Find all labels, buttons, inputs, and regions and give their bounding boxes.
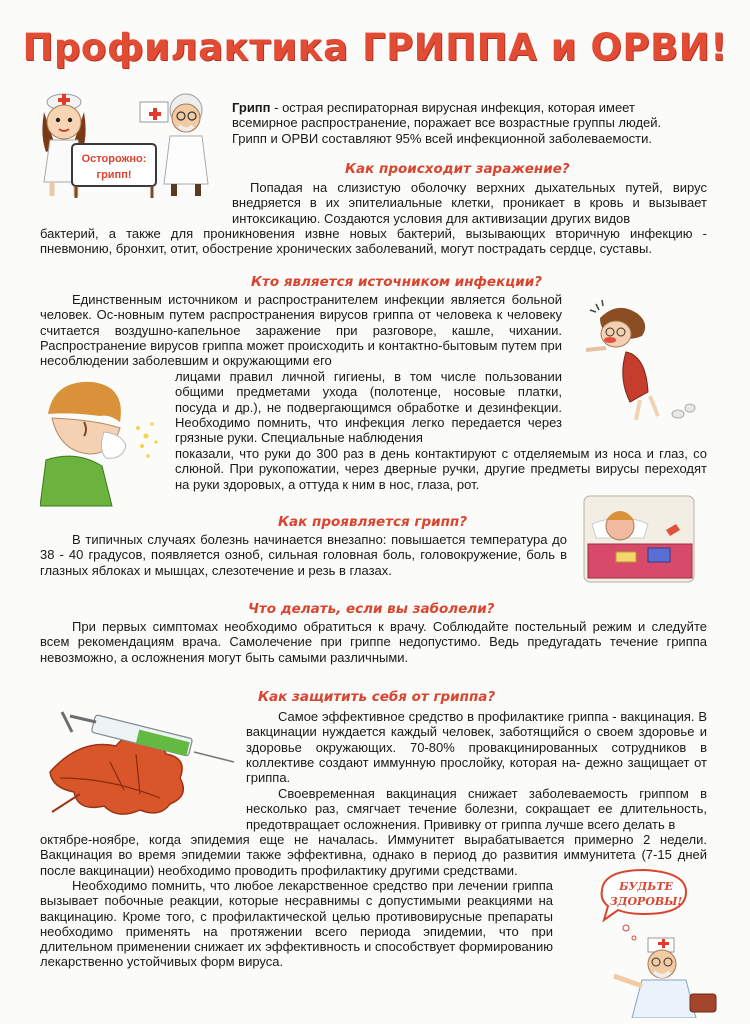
heading-source: Кто является источником инфекции? [251,274,542,290]
heading-infection: Как происходит заражение? [345,161,570,177]
syringe-leaf-illustration [40,710,240,822]
source-para-a: Единственным источником и распространителем инфекции является больной человек. Ос-новным путем распространения вирусов гриппа от человека к человеку считается воздушно-капельное заражение при разговоре, кашле, чихании. Распространение вирусов гриппа может происходить и контактно-бытовым путем при несоблюдении заболевшим и окружающими его [40,292,562,369]
sign-text-line1: Осторожно: [81,153,147,165]
protect-para-c: октябре-ноябре, когда эпидемия еще не началась. Иммунитет вырабатывается примерно 2 недели. Вакцинация во время эпидемии также эффективна, однако в период до развития иммунитета (7-15 дней после вакцинации) необходимо проводить профилактику другими средствами. [40,832,707,878]
nurse-doctor-illustration [36,88,228,200]
doctor-bubble-illustration [590,868,730,1018]
intro-line-1: - острая респираторная вирусная инфекция, которая имеет [270,100,635,115]
page-title: Профилактика ГРИППА и ОРВИ! [22,26,728,69]
infection-para-b: бактерий, а также для проникновения извне новых бактерий, вызывающих вторичную инфекцию - пневмонию, бронхит, отит, обострение хронических заболеваний, могут пострадать сердце, суставы. [40,226,707,257]
sneezing-child-illustration [40,378,170,508]
source-para-b: лицами правил личной гигиены, в том числе пользовании общими предметами ухода (полотенце, носовые платки, посуда и др.), не подвергающимся обработке и дезинфекции. Необходимо помнить, что инфекция легко передается через грязные руки. Специальные наблюдения [175,369,563,446]
intro-term: Грипп [232,100,271,115]
girl-in-bed-illustration [576,490,706,590]
heading-sick: Что делать, если вы заболели? [248,601,495,617]
sick-woman-illustration [566,296,706,426]
intro-paragraph [232,100,707,146]
sign-text-line2: грипп! [96,169,132,181]
intro-line-3: Грипп и ОРВИ составляют 95% всей инфекционной заболеваемости. [232,130,653,146]
protect-para-b: Своевременная вакцинация снижает заболеваемость гриппом в несколько раз, смягчает течение болезни, сокращает ее длительность, предотвращает осложнения. Прививку от гриппа лучше всего делать в [246,786,707,832]
heading-symptoms: Как проявляется грипп? [278,514,468,530]
protect-para-a: Самое эффективное средство в профилактике гриппа - вакцинация. В вакцинации нуждается каждый человек, заботящийся о своем здоровье и здоровье окружающих. 70-80% провакцинированных сотрудников в коллективе создают иммунную прослойку, которая на- дежно защищает от гриппа. [246,709,707,786]
sick-para: При первых симптомах необходимо обратиться к врачу. Соблюдайте постельный режим и следуйте всем рекомендациям врача. Самолечение при гриппе недопустимо. Ведь предугадать течение гриппа невозможно, а осложнения могут быть самыми различными. [40,619,707,665]
bubble-text-line1: БУДЬТЕ [619,880,673,893]
infection-para-a: Попадая на слизистую оболочку верхних дыхательных путей, вирус внедряется в их эпителиальные клетки, проникает в кровь и вызывает интоксикацию. Создаются условия для активизации других видов [232,180,707,226]
bubble-text-line2: ЗДОРОВЫ! [609,895,683,908]
intro-line-2: всемирное распространение, поражает все возрастные группы людей. [232,115,662,131]
source-para-c: показали, что руки до 300 раз в день контактируют с отделяемым из носа и глаз, со слюной. При рукопожатии, через дверные ручки, другие предметы вирусы переходят на руки здоровых, а оттуда к ним в нос, глаза, рот. [175,446,707,492]
symptoms-para: В типичных случаях болезнь начинается внезапно: повышается температура до 38 - 40 градусов, появляется озноб, сильная головная боль, головокружение, боль в глазных яблоках и мышцах, слезотечение и резь в глазах. [40,532,568,578]
heading-protect: Как защитить себя от гриппа? [258,689,496,705]
protect-para-d: Необходимо помнить, что любое лекарственное средство при лечении гриппа вызывает побочные реакции, которые несравнимы с допустимыми реакциями на вакцинацию. Кроме того, с профилактической целью противовирусные препараты необходимо применять на протяжении всего периода эпидемии, что при длительном применении снижает их эффективность и способствует формированию лекарственно устойчивых форм вируса. [40,878,553,970]
